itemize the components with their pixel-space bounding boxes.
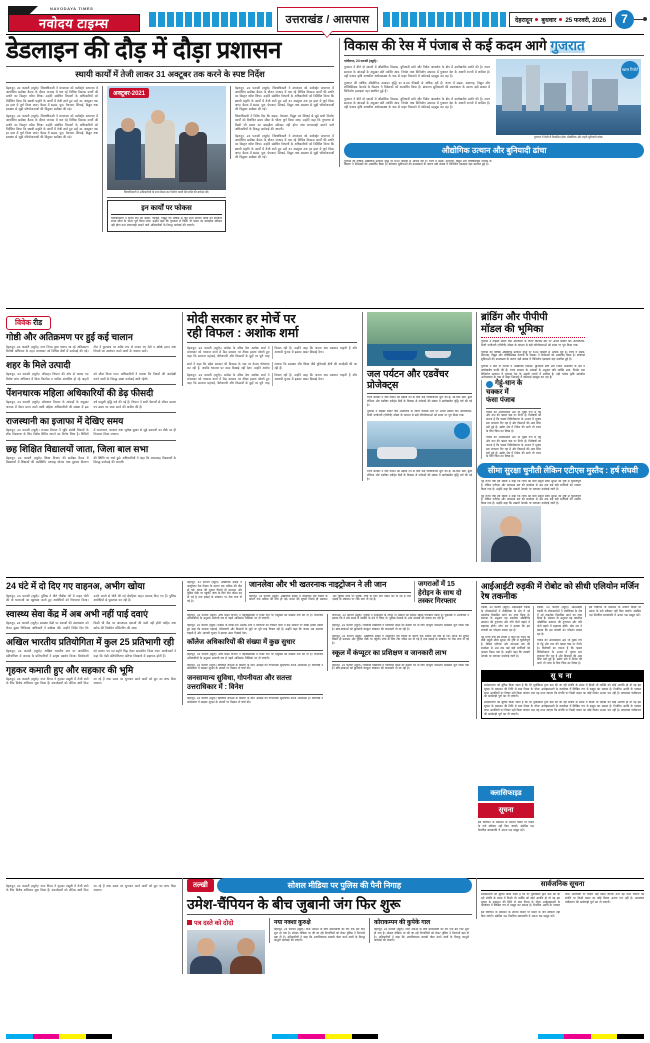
classified-note: इस विज्ञापन के प्रकाशन के उपरांत किसी भी प्रकार के दावे स्वीकार नहीं किए जाएंगे। संबंधित पक्ष निर्धारित समयावधि में अपना पक्ष प्रस्तुत करें।: [478, 821, 534, 832]
lead-body-text-5: देहरादून, 24 फरवरी (ब्यूरो)। जिलाधिकारी ने मंगलवार को कलेक्ट्रेट सभागार में आयोजित समीक्षा बैठक के दौरान जनपद में चल रहे विभिन्न विकास कार्यों की प्रगति का विस्तृत ब्यौरा लिया। उन्होंने संबंधित विभागों के अधिकारियों को निर्देशित किया कि स्थायी प्रकृति के कार्यों में तेजी लाते हुए उन्हें 31 अक्टूबर तक हर हाल में पूर्ण किया जाए। बैठक में सड़क, पुल, पेयजल, सिंचाई, विद्युत तथा स्वास्थ्य से जुड़ी परियोजनाओं की बिंदुवार समीक्षा की गई।: [235, 134, 334, 160]
center-lower-body-3: देहरादून, 24 फरवरी (ब्यूरो)। डिजिटल सेवाओं के विस्तार के साथ आंकड़ों की गोपनीयता सुनिश्चित करना आवश्यक है। विशेषज्ञों ने कार्यशाला में साइबर सुरक्षा के उपायों पर विस्तार से चर्चा की।: [187, 697, 323, 704]
bottom-left-body: देहरादून, 24 फरवरी (ब्यूरो)। नगर निगम ने गृहकर वसूली में तेजी लाने के लिए विशेष अभियान शुरू किया है। बकायेदारों को नोटिस जारी किए जा रहे हैं तथा समय पर भुगतान करने वालों को छूट का लाभ दिया जाएगा।: [6, 884, 176, 893]
center-lower-body-1b: देहरादून, 24 फरवरी (ब्यूरो)। डिजिटल सेवाओं के विस्तार के साथ आंकड़ों की गोपनीयता सुनिश्चित करना आवश्यक है। विशेषज्ञों ने कार्यशाला में साइबर सुरक्षा के उपायों पर विस्तार से चर्चा की।: [187, 663, 323, 671]
center-lead-body: देहरादून, 24 फरवरी (ब्यूरो)। कांग्रेस के वरिष्ठ नेता अशोक शर्मा ने मंगलवार को पत्रकार वार्ता में केंद्र सरकार पर तीखा हमला बोलते हुए कहा कि सरकार महंगाई, बेरोजगारी और किसानों के मुद्दों पर पूरी तरह विफल रही है। उन्होंने कहा कि जनता अब बदलाव चाहती है और आगामी चुनाव में इसका असर दिखाई देगा।: [187, 346, 357, 359]
dateline-box: [509, 12, 612, 27]
branding-block: [476, 312, 644, 562]
dateline-day: बुधवार: [541, 16, 557, 24]
left-headline-8: गृहकर कमाती हुए और सहकार की भूमि: [6, 664, 134, 675]
right-lead-body: गुजरात ने बीते दो दशकों में औद्योगिक विकास, बुनियादी ढांचे और निवेश आकर्षण के क्षेत्र में उल्लेखनीय प्रगति की है। राज्य सरकार के आंकड़ों के अनुसार प्रति व्यक्ति आय, निर्यात तथा विनिर्माण उत्पादन में गुजरात देश के अग्रणी राज्यों में शामिल है। वहीं पंजाब कृषि आधारित अर्थव्यवस्था के चक्र से बाहर निकलने में कठिनाई महसूस कर रहा है।: [344, 65, 490, 78]
center-lower-body-0: देहरादून, 24 फरवरी (ब्यूरो)। औद्योगिक इकाई में नाइट्रोजन गैस रिसाव के कारण एक श्रमिक की मौत हो गई। घटना की सूचना मिलते ही प्रशासन और पुलिस मौके पर पहुंची। जांच के लिए टीम गठित कर दी गई है तथा इकाई के संचालन पर रोक लगा दी गई है।: [249, 594, 411, 602]
color-registration-bar: [6, 1034, 644, 1039]
right-lead-body-3: गुजरात ने बीते दो दशकों में औद्योगिक विकास, बुनियादी ढांचे और निवेश आकर्षण के क्षेत्र में उल्लेखनीय प्रगति की है। राज्य सरकार के आंकड़ों के अनुसार प्रति व्यक्ति आय, निर्यात तथा विनिर्माण उत्पादन में गुजरात देश के अग्रणी राज्यों में शामिल है। वहीं पंजाब कृषि आधारित अर्थव्यवस्था के चक्र से बाहर निकलने में कठिनाई महसूस कर रहा है।: [344, 96, 490, 110]
bottom-feature-body: देहरादून, 24 फरवरी (ब्यूरो)। दोनों नेताओं के बीच बयानबाजी का दौर एक बार फिर शुरू हो गया है। सोशल मीडिया पर की जा रही टिप्पणियों को लेकर पुलिस ने निगरानी बढ़ा दी है। अधिकारियों ने कहा कि आपत्तिजनक सामग्री पोस्ट करने वालों के विरुद्ध कानूनी कार्रवाई की जाएगी।: [274, 928, 365, 943]
lower-right-body-3: रुड़की, 24 फरवरी (ब्यूरो)। आईआईटी रुड़की के शोधकर्ताओं ने रोबोटिक्स के क्षेत्र में नई तकनीक विकसित करने का दावा किया है। संस्थान के अनुसार यह तकनीक औद्योगिक उत्पादन की गुणवत्ता और गति दोनों बढ़ाने में सहायक होगी। शोध दल ने बताया कि इस प्रणाली का परीक्षण सफल रहा है।: [537, 606, 582, 636]
branding-body-2: गुजरात की वार्षिक औद्योगिक उत्पादन वृद्धि दर 8.00 फीसदी से अधिक रही है। राज्य में सड़क, बंदरगाह, विद्युत और लॉजिस्टिक्स नेटवर्क के विस्तार ने निवेशकों को आकर्षित किया है। ढांचागत सुविधाओं की उपलब्धता के कारण बड़ी संख्या में विनिर्माण इकाइयां यहां स्थापित हुई हैं।: [481, 350, 585, 362]
masthead-tail-rule: [634, 19, 644, 20]
middle-zone-bottom-rule: [6, 577, 644, 578]
publication-logo[interactable]: [6, 6, 146, 32]
left-headline-7: अखिल भारतीय प्रतियोगिता में कुल 25 प्रतिभागी रही: [6, 636, 175, 647]
lower-right-body-5: इस विज्ञापन के प्रकाशन के उपरांत किसी भी प्रकार के दावे स्वीकार नहीं किए जाएंगे। संबंधित पक्ष निर्धारित समयावधि में अपना पक्ष प्रस्तुत करें।: [589, 606, 641, 617]
lower-right-block: [476, 581, 644, 719]
kicker-red-text: विवेक: [15, 318, 32, 327]
right-band-industrial: औद्योगिक उत्थान और बुनियादी ढांचा: [344, 143, 644, 158]
logo-tagline: NAVODAYA TIMES: [50, 6, 94, 11]
stripe-bar-right: [383, 12, 506, 27]
center-lower-body-fill: देहरादून, 24 फरवरी (ब्यूरो)। उच्च शिक्षा विभाग ने महाविद्यालयों में रिक्त पदों पर नियुक्ति की प्रक्रिया तेज कर दी है। विभागीय अधिकारियों के अनुसार आगामी सत्र से पहले अधिकांश रिक्तियां भर दी जाएंगी।: [187, 613, 323, 621]
left-headline-2: पेंशनधारक महिला अधिकारियों की डेढ़ फीसदी: [6, 387, 154, 398]
branding-body: गुजरात ने वाइब्रेंट समिट जैसे आयोजनों के जरिए वैश्विक स्तर पर अपनी ब्रांडिंग की। सार्वजनिक-निजी भागीदारी (पीपीपी) मॉडल के माध्यम से बड़ी परियोजनाओं को समय पर पूरा किया गया।: [481, 340, 585, 347]
dot-separator-icon: [535, 18, 538, 21]
top-zone-bottom-rule: [6, 308, 644, 309]
notice-box-body-2: सर्वसाधारण को सूचित किया जाता है कि मेरे मुवक्किल द्वारा क्रय की जा रही संपत्ति के संबंध में किसी भी व्यक्ति को कोई आपत्ति हो तो वह इस सूचना के प्रकाशन की तिथि से सात दिवस के भीतर अधोहस्ताक्षरी के कार्यालय में लिखित रूप से प्रस्तुत कर सकता है। निर्धारित अवधि के पश्चात प्राप्त आपत्तियों पर विचार नहीं किया जाएगा तथा यह माना जाएगा कि संपत्ति पर किसी प्रकार का कोई विवाद अथवा भार नहीं है। तत्पश्चात पंजीकरण की कार्यवाही पूर्ण कर दी जाएगी।: [484, 701, 641, 716]
center-headline-line1: मोदी सरकार हर मोर्चे पर: [187, 312, 296, 326]
sidebar-body: पंजाब की अर्थव्यवस्था अब भी मुख्य रूप से गेहूं और धान की फसल चक्र पर निर्भर है। विशेषज्ञों का मानना है कि फसल विविधीकरण के अभाव में भूजल स्तर लगातार गिर रहा है और किसानों की आय स्थिर बनी हुई है। उद्योग क्षेत्र में निवेश की कमी भी राज्य के लिए चिंता का विषय है।: [486, 410, 541, 433]
left-headline-6: स्वास्थ्य सेवा केंद्र में अब अभी नहीं पाई दवाएं: [6, 608, 148, 619]
bottom-feature-photo: [187, 930, 265, 974]
lower-center-hl-l2: हेरोइन के साथ दो: [418, 589, 462, 597]
bottom-feature-sub2: कोराकम्पन की कुपेके गाल: [374, 920, 431, 926]
section-tab-label: उत्तराखंड / आसपास: [285, 13, 370, 26]
bottom-feature-body-2: देहरादून, 24 फरवरी (ब्यूरो)। दोनों नेताओं के बीच बयानबाजी का दौर एक बार फिर शुरू हो गया है। सोशल मीडिया पर की जा रही टिप्पणियों को लेकर पुलिस ने निगरानी बढ़ा दी है। अधिकारियों ने कहा कि आपत्तिजनक सामग्री पोस्ट करने वालों के विरुद्ध कानूनी कार्रवाई की जाएगी।: [374, 928, 469, 943]
right-lead-dateline: गांधीनगर, 24 फरवरी (ब्यूरो)।: [344, 59, 378, 63]
bullet-dot-icon: [486, 381, 493, 388]
notice-box: [481, 670, 644, 719]
left-headline-1: शहर के मिले उत्पादी: [6, 359, 71, 370]
center-lower-body-fill-2: देहरादून, 24 फरवरी (ब्यूरो)। कांग्रेस के वरिष्ठ नेता अशोक शर्मा ने मंगलवार को पत्रकार वार्ता में केंद्र सरकार पर तीखा हमला बोलते हुए कहा कि सरकार महंगाई, बेरोजगारी और किसानों के मुद्दों पर पूरी तरह विफल रही है। उन्होंने कहा कि जनता अब बदलाव चाहती है और आगामी चुनाव में इसका असर दिखाई देगा।: [187, 624, 323, 635]
center-lower-headline-2: स्कूल में कंप्यूटर का प्रशिक्षण व जानकारी लाभ: [332, 650, 447, 658]
lead-body-text: देहरादून, 24 फरवरी (ब्यूरो)। जिलाधिकारी ने मंगलवार को कलेक्ट्रेट सभागार में आयोजित समीक्षा बैठक के दौरान जनपद में चल रहे विभिन्न विकास कार्यों की प्रगति का विस्तृत ब्यौरा लिया। उन्होंने संबंधित विभागों के अधिकारियों को निर्देशित किया कि स्थायी प्रकृति के कार्यों में तेजी लाते हुए उन्हें 31 अक्टूबर तक हर हाल में पूर्ण किया जाए। बैठक में सड़क, पुल, पेयजल, सिंचाई, विद्युत तथा स्वास्थ्य से जुड़ी परियोजनाओं की बिंदुवार समीक्षा की गई।: [6, 86, 98, 112]
center-lower-headline-3: जनसामान्य सुविधा, गोपनीयता और सतत्ता उत्तराधिकार में : विनेश: [187, 675, 292, 691]
lead-subhead: स्थायी कार्यों में तेजी लाकर 31 अक्टूबर तक करने के स्पष्ट निर्देश: [75, 69, 265, 79]
minister-photo: [481, 506, 541, 562]
left-column-stack: [6, 312, 176, 465]
water-tourism-block: [362, 312, 472, 481]
right-lead-headline: [344, 38, 644, 53]
sidebar-body-2: पंजाब की अर्थव्यवस्था अब भी मुख्य रूप से गेहूं और धान की फसल चक्र पर निर्भर है। विशेषज्ञों का मानना है कि फसल विविधीकरण के अभाव में भूजल स्तर लगातार गिर रहा है और किसानों की आय स्थिर बनी हुई है। उद्योग क्षेत्र में निवेश की कमी भी राज्य के लिए चिंता का विषय है।: [486, 436, 541, 459]
public-notice-body: सर्वसाधारण को सूचित किया जाता है कि मेरे मुवक्किल द्वारा क्रय की जा रही संपत्ति के संबंध में किसी भी व्यक्ति को कोई आपत्ति हो तो वह इस सूचना के प्रकाशन की तिथि से सात दिवस के भीतर अधोहस्ताक्षरी के कार्यालय में लिखित रूप से प्रस्तुत कर सकता है। निर्धारित अवधि के पश्चात प्राप्त आपत्तियों पर विचार नहीं किया जाएगा तथा यह माना जाएगा कि संपत्ति पर किसी प्रकार का कोई विवाद अथवा भार नहीं है। तत्पश्चात पंजीकरण की कार्यवाही पूर्ण कर दी जाएगी।: [481, 893, 644, 908]
left-body-7: देहरादून, 24 फरवरी (ब्यूरो)। अखिल भारतीय स्तर पर आयोजित प्रतियोगिता में जनपद के प्रतिभागियों ने उत्कृष्ट प्रदर्शन किया। विजेताओं को प्रमाण पत्र एवं स्मृति चिह्न देकर सम्मानित किया गया। आयोजकों ने कहा कि ऐसी प्रतियोगिताएं प्रतिभा निखारने में सहायक होती हैं।: [6, 649, 176, 658]
left-body-4: देहरादून, 24 फरवरी (ब्यूरो)। शिक्षा विभाग की समीक्षा बैठक में विद्यालयों में शिक्षकों की उपस्थिति, मध्याह्न भोजन तथा पुस्तक वितरण की स्थिति पर चर्चा हुई। अधिकारियों ने कहा कि लापरवाह विद्यालयों के विरुद्ध कार्रवाई की जाएगी।: [6, 456, 176, 465]
center-lower-headline-0: जानलेवा और भी खतरनाक नाइट्रोजन ने ली जान: [249, 580, 387, 589]
left-headline-0: गोष्ठी और अतिक्रमण पर हुई कई चालान: [6, 332, 133, 342]
left-body-0: देहरादून, 24 फरवरी (ब्यूरो)। नगर निगम द्वारा चलाए जा रहे अतिक्रमण विरोधी अभियान के तहत मंगलवार को विभिन्न क्षेत्रों में कार्रवाई की गई। टीम ने फुटपाथ पर अवैध रूप से लगाए गए ठेले व खोखे हटाए तथा नियमों का उल्लंघन करने वालों के चालान काटे।: [6, 344, 176, 353]
sidebar-heading-l1: गेहूं-धान के: [495, 380, 523, 388]
left-body-8: देहरादून, 24 फरवरी (ब्यूरो)। नगर निगम ने गृहकर वसूली में तेजी लाने के लिए विशेष अभियान शुरू किया है। बकायेदारों को नोटिस जारी किए जा रहे हैं तथा समय पर भुगतान करने वालों को छूट का लाभ दिया जाएगा।: [6, 677, 176, 686]
square-bullet-icon: [187, 920, 192, 925]
lower-center-hl-l3: तस्कर गिरफ्तार: [418, 598, 456, 605]
bottom-feature-headline: उमेश-चैंपियन के बीच जुबानी जंग फिर शुरू: [187, 896, 401, 912]
lower-right-body-4: पंजाब की अर्थव्यवस्था अब भी मुख्य रूप से गेहूं और धान की फसल चक्र पर निर्भर है। विशेषज्ञों का मानना है कि फसल विविधीकरण के अभाव में भूजल स्तर लगातार गिर रहा है और किसानों की आय स्थिर बनी हुई है। उद्योग क्षेत्र में निवेश की कमी भी राज्य के लिए चिंता का विषय है।: [537, 639, 582, 666]
bottom-feature-bullet: पत्र दस्ते को दोदो: [194, 920, 234, 927]
lead-photo-badge: अक्टूबर-2021: [109, 88, 149, 98]
center-lower-body-1: देहरादून, 24 फरवरी (ब्यूरो)। उच्च शिक्षा विभाग ने महाविद्यालयों में रिक्त पदों पर नियुक्ति की प्रक्रिया तेज कर दी है। विभागीय अधिकारियों के अनुसार आगामी सत्र से पहले अधिकांश रिक्तियां भर दी जाएंगी।: [187, 652, 323, 660]
lead-photo: [107, 86, 226, 190]
lower-center-body: जगराओं, 24 फरवरी (ब्यूरो)। पुलिस ने नाकाबंदी के दौरान दो तस्करों को हेरोइन सहित गिरफ्तार किया है। पूछताछ में आरोपियों ने बताया कि वे लंबे समय से तस्करी के धंधे में लिप्त थे। पुलिस नेटवर्क के अन्य सदस्यों की तलाश कर रही है।: [332, 613, 469, 621]
left-headline-3: राजस्थानी का इजाफा में देखिए समय: [6, 415, 124, 426]
branding-body-3: गुजरात ने बीते दो दशकों में औद्योगिक विकास, बुनियादी ढांचे और निवेश आकर्षण के क्षेत्र में उल्लेखनीय प्रगति की है। राज्य सरकार के आंकड़ों के अनुसार प्रति व्यक्ति आय, निर्यात तथा विनिर्माण उत्पादन में गुजरात देश के अग्रणी राज्यों में शामिल है। वहीं पंजाब कृषि आधारित अर्थव्यवस्था के चक्र से बाहर निकलने में कठिनाई महसूस कर रहा है।: [481, 364, 585, 380]
bottom-feature: [182, 878, 472, 974]
left-body-6: देहरादून, 24 फरवरी (ब्यूरो)। स्वास्थ्य केंद्रों पर दवाओं की उपलब्धता को लेकर मुख्य चिकित्सा अधिकारी ने समीक्षा की। उन्होंने निर्देश दिए कि किसी भी केंद्र पर आवश्यक दवाओं की कमी नहीं होनी चाहिए तथा स्टॉक की नियमित मॉनिटरिंग की जाए।: [6, 621, 176, 630]
left-column-stack-2: [6, 581, 176, 686]
lower-right-headline: आईआईटी रुड़की में रोबोट को सीधी एलियोन मर्जिन रेष तकनीक: [481, 581, 639, 601]
public-notice-block: [476, 878, 644, 919]
top-zone: [6, 38, 644, 306]
bottom-feature-band: सोशल मीडिया पर पुलिस की पैनी निगाह: [217, 878, 472, 893]
water-tourism-photo: [367, 312, 472, 366]
left-headline-5: 24 घंटे में दो दिए गए वाहनअ, अभीग खोया: [6, 581, 145, 591]
classified-badge-red[interactable]: सूचना: [478, 803, 534, 818]
lower-right-body: रुड़की, 24 फरवरी (ब्यूरो)। आईआईटी रुड़की के शोधकर्ताओं ने रोबोटिक्स के क्षेत्र में नई तकनीक विकसित करने का दावा किया है। संस्थान के अनुसार यह तकनीक औद्योगिक उत्पादन की गुणवत्ता और गति दोनों बढ़ाने में सहायक होगी। शोध दल ने बताया कि इस प्रणाली का परीक्षण सफल रहा है।: [481, 606, 530, 632]
lead-headline: डेडलाइन की दौड़ में दौड़ा प्रशासन: [6, 37, 282, 64]
lower-center-hl-l1: जगराओं में 15: [418, 581, 455, 588]
right-lead-photo: [496, 59, 641, 135]
bottom-feature-kicker: तल्खी: [187, 879, 214, 892]
kicker-black-text: रीड: [33, 318, 43, 327]
notice-box-heading: सूचना: [482, 671, 643, 682]
lead-body-text-cont: देहरादून, 24 फरवरी (ब्यूरो)। जिलाधिकारी ने मंगलवार को कलेक्ट्रेट सभागार में आयोजित समीक्षा बैठक के दौरान जनपद में चल रहे विभिन्न विकास कार्यों की प्रगति का विस्तृत ब्यौरा लिया। उन्होंने संबंधित विभागों के अधिकारियों को निर्देशित किया कि स्थायी प्रकृति के कार्यों में तेजी लाते हुए उन्हें 31 अक्टूबर तक हर हाल में पूर्ण किया जाए। बैठक में सड़क, पुल, पेयजल, सिंचाई, विद्युत तथा स्वास्थ्य से जुड़ी परियोजनाओं की बिंदुवार समीक्षा की गई।: [6, 114, 98, 140]
center-lead-story: [182, 312, 357, 386]
right-band-industrial-body: गुजरात की वार्षिक औद्योगिक उत्पादन वृद्धि दर 8.00 फीसदी से अधिक रही है। राज्य में सड़क, बंदरगाह, विद्युत और लॉजिस्टिक्स नेटवर्क के विस्तार ने निवेशकों को आकर्षित किया है। ढांचागत सुविधाओं की उपलब्धता के कारण बड़ी संख्या में विनिर्माण इकाइयां यहां स्थापित हुई हैं।: [344, 159, 492, 167]
classified-badge-blue[interactable]: क्लासिफाइड: [478, 786, 534, 801]
center-headline-line2: रही विफल : अशोक शर्मा: [187, 326, 299, 340]
water-tourism-body-3: राज्य सरकार ने जल पर्यटन को बढ़ावा देने के लिए कई परियोजनाएं शुरू की हैं। सी-प्लेन सेवा, क्रूज टर्मिनल और एडवेंचर स्पोर्ट्स केंद्रों के विकास से पर्यटकों की संख्या में उल्लेखनीय वृद्धि दर्ज की गई है।: [367, 469, 472, 481]
lower-center-body-2: देहरादून, 24 फरवरी (ब्यूरो)। राजकीय विद्यालयों में डिजिटल शिक्षा को बढ़ावा देने के लिए कंप्यूटर प्रशिक्षण कार्यक्रम शुरू किया गया है। छात्र-छात्राओं को बुनियादी कंप्यूटर संचालन की जानकारी दी जा रही है।: [332, 624, 469, 631]
sidebar-heading-l3: फंसा पंजाब: [486, 397, 515, 405]
right-lead-photo-badge: खास रिपोर्ट: [621, 61, 639, 79]
public-notice-heading: सार्वजनिक सूचना: [481, 878, 644, 891]
logo-text: नवोदय टाइम्स: [38, 15, 110, 31]
bottom-feature-zone: [6, 878, 644, 943]
stripe-bar-left: [149, 12, 272, 27]
focus-box-body: जिलाधिकारी ने निर्देश दिए कि सड़क, पेयजल, विद्युत एवं सिंचाई से जुड़े सभी निर्माण कार्यों को निर्धारित समय सीमा के भीतर पूर्ण किया जाए। उन्होंने कहा कि गुणवत्ता से किसी भी प्रकार का समझौता स्वीकार नहीं होगा तथा लापरवाही बरतने वाले अधिकारियों के विरुद्ध कार्रवाई की जाएगी।: [111, 216, 222, 228]
dateline-city: देहरादून: [514, 16, 533, 24]
center-lower-pre: देहरादून, 24 फरवरी (ब्यूरो)। औद्योगिक इकाई में नाइट्रोजन गैस रिसाव के कारण एक श्रमिक की मौत हो गई। घटना की सूचना मिलते ही प्रशासन और पुलिस मौके पर पहुंची। जांच के लिए टीम गठित कर दी गई है तथा इकाई के संचालन पर रोक लगा दी गई है।: [187, 581, 242, 603]
right-lead-body-2: गुजरात की वार्षिक औद्योगिक उत्पादन वृद्धि दर 8.00 फीसदी से अधिक रही है। राज्य में सड़क, बंदरगाह, विद्युत और लॉजिस्टिक्स नेटवर्क के विस्तार ने निवेशकों को आकर्षित किया है। ढांचागत सुविधाओं की उपलब्धता के कारण बड़ी संख्या में विनिर्माण इकाइयां यहां स्थापित हुई हैं।: [344, 81, 490, 94]
branding-heading-l1: ब्रांडिंग और पीपीपी: [481, 312, 548, 323]
border-security-body-2: गृह राज्य मंत्री हर्ष संघवी ने कहा कि राज्य की लंबी समुद्री सीमा सुरक्षा की दृष्टि से चुनौतीपूर्ण है, लेकिन एटीएस और तटरक्षक बल की सतर्कता से अब तक कई बड़ी साजिशों को नाकाम किया गया है। उन्होंने कहा कि तस्करी नेटवर्क पर लगातार कार्रवाई जारी है।: [481, 494, 581, 506]
lower-zone: [6, 581, 644, 876]
dot-separator-icon: [559, 18, 562, 21]
bottom-left-filler: [6, 884, 176, 892]
water-tourism-body-2: गुजरात ने वाइब्रेंट समिट जैसे आयोजनों के जरिए वैश्विक स्तर पर अपनी ब्रांडिंग की। सार्वजनिक-निजी भागीदारी (पीपीपी) मॉडल के माध्यम से बड़ी परियोजनाओं को समय पर पूरा किया गया।: [367, 410, 472, 418]
water-tourism-heading: जल पर्यटन और एडवेंचर प्रोजेक्ट्स: [367, 369, 449, 391]
lower-right-body-2: गृह राज्य मंत्री हर्ष संघवी ने कहा कि राज्य की लंबी समुद्री सीमा सुरक्षा की दृष्टि से चुनौतीपूर्ण है, लेकिन एटीएस और तटरक्षक बल की सतर्कता से अब तक कई बड़ी साजिशों को नाकाम किया गया है। उन्होंने कहा कि तस्करी नेटवर्क पर लगातार कार्रवाई जारी है।: [481, 635, 530, 658]
lead-body-text-3: देहरादून, 24 फरवरी (ब्यूरो)। जिलाधिकारी ने मंगलवार को कलेक्ट्रेट सभागार में आयोजित समीक्षा बैठक के दौरान जनपद में चल रहे विभिन्न विकास कार्यों की प्रगति का विस्तृत ब्यौरा लिया। उन्होंने संबंधित विभागों के अधिकारियों को निर्देशित किया कि स्थायी प्रकृति के कार्यों में तेजी लाते हुए उन्हें 31 अक्टूबर तक हर हाल में पूर्ण किया जाए। बैठक में सड़क, पुल, पेयजल, सिंचाई, विद्युत तथा स्वास्थ्य से जुड़ी परियोजनाओं की बिंदुवार समीक्षा की गई।: [235, 86, 334, 112]
public-notice-body-2: इस विज्ञापन के प्रकाशन के उपरांत किसी भी प्रकार के दावे स्वीकार नहीं किए जाएंगे। संबंधित पक्ष निर्धारित समयावधि में अपना पक्ष प्रस्तुत करें।: [481, 911, 560, 918]
middle-zone: [6, 312, 644, 574]
center-lower-headline-1: कॉलेज अधिकारियों की संख्या में कुछ सुधार: [187, 639, 296, 647]
left-body-2: देहरादून, 24 फरवरी (ब्यूरो)। कोषागार विभाग के आंकड़ों के अनुसार जनपद में पेंशन प्राप्त करने वाली महिला अधिकारियों की संख्या में इस वर्ष मामूली वृद्धि दर्ज की गई है। विभाग ने सभी पेंशनरों से जीवन प्रमाण पत्र समय पर जमा करने की अपील की है।: [6, 400, 176, 409]
left-body-1: देहरादून, 24 फरवरी (ब्यूरो)। परिवहन विभाग की ओर से चलाए गए विशेष जांच अभियान में बिना फिटनेस व परमिट संचालित हो रहे वाहनों को सीज किया गया। अधिकारियों ने बताया कि नियमों की अनदेखी करने वालों के विरुद्ध सख्त कार्रवाई जारी रहेगी।: [6, 372, 176, 381]
water-tourism-body: राज्य सरकार ने जल पर्यटन को बढ़ावा देने के लिए कई परियोजनाएं शुरू की हैं। सी-प्लेन सेवा, क्रूज टर्मिनल और एडवेंचर स्पोर्ट्स केंद्रों के विकास से पर्यटकों की संख्या में उल्लेखनीय वृद्धि दर्ज की गई है।: [367, 396, 472, 407]
vivek-read-kicker[interactable]: [6, 316, 51, 330]
branding-heading-l2: मॉडल की भूमिका: [481, 323, 544, 335]
lead-story-left: [6, 38, 334, 232]
section-tab[interactable]: [277, 7, 379, 32]
right-lead-headline-accent: गुजरात: [550, 38, 585, 53]
water-tourism-photo-2: [367, 421, 472, 467]
logo-box: [8, 14, 140, 32]
left-body-3: देहरादून, 24 फरवरी (ब्यूरो)। राजस्व विभाग ने भूमि संबंधी विवादों के शीघ्र निस्तारण के लिए विशेष शिविर लगाने का निर्णय लिया है। शिविरों में नामांतरण, बंटवारा तथा भूलेख सुधार से जुड़े प्रकरणों का मौके पर ही निपटारा किया जाएगा।: [6, 428, 176, 437]
focus-box-title: इन कार्यों पर फोकस: [111, 204, 222, 215]
lower-center-body-3: देहरादून, 24 फरवरी (ब्यूरो)। औद्योगिक इकाई में नाइट्रोजन गैस रिसाव के कारण एक श्रमिक की मौत हो गई। घटना की सूचना मिलते ही प्रशासन और पुलिस मौके पर पहुंची। जांच के लिए टीम गठित कर दी गई है तथा इकाई के संचालन पर रोक लगा दी गई है।: [332, 634, 469, 646]
border-security-body: गृह राज्य मंत्री हर्ष संघवी ने कहा कि राज्य की लंबी समुद्री सीमा सुरक्षा की दृष्टि से चुनौतीपूर्ण है, लेकिन एटीएस और तटरक्षक बल की सतर्कता से अब तक कई बड़ी साजिशों को नाकाम किया गया है। उन्होंने कहा कि तस्करी नेटवर्क पर लगातार कार्रवाई जारी है।: [481, 480, 581, 491]
border-security-band: सीमा सुरक्षा चुनौती लेकिन एटीएस मुस्तैद : हर्ष संघवी: [477, 463, 649, 478]
left-headline-4: छह शिक्षित विद्यालयों जाता, जिला बाल सभा: [6, 443, 149, 454]
center-lead-body-3: देहरादून, 24 फरवरी (ब्यूरो)। कांग्रेस के वरिष्ठ नेता अशोक शर्मा ने मंगलवार को पत्रकार वार्ता में केंद्र सरकार पर तीखा हमला बोलते हुए कहा कि सरकार महंगाई, बेरोजगारी और किसानों के मुद्दों पर पूरी तरह विफल रही है। उन्होंने कहा कि जनता अब बदलाव चाहती है और आगामी चुनाव में इसका असर दिखाई देगा।: [187, 373, 357, 386]
bottom-feature-sub1: नया नक्शा कुरुक्षे: [274, 920, 311, 926]
dateline-date: 25 फरवरी, 2026: [565, 16, 607, 24]
lead-body-text-4: जिलाधिकारी ने निर्देश दिए कि सड़क, पेयजल, विद्युत एवं सिंचाई से जुड़े सभी निर्माण कार्यों को निर्धारित समय सीमा के भीतर पूर्ण किया जाए। उन्होंने कहा कि गुणवत्ता से किसी भी प्रकार का समझौता स्वीकार नहीं होगा तथा लापरवाही बरतने वाले अधिकारियों के विरुद्ध कार्रवाई की जाएगी।: [235, 114, 334, 131]
sidebar-heading-l2: चक्कर में: [486, 388, 509, 396]
classified-badges: [478, 786, 534, 832]
center-lower-block: [182, 581, 472, 705]
lead-story-right: [339, 38, 644, 167]
notice-box-body: सर्वसाधारण को सूचित किया जाता है कि मेरे मुवक्किल द्वारा क्रय की जा रही संपत्ति के संबंध में किसी भी व्यक्ति को कोई आपत्ति हो तो वह इस सूचना के प्रकाशन की तिथि से सात दिवस के भीतर अधोहस्ताक्षरी के कार्यालय में लिखित रूप से प्रस्तुत कर सकता है। निर्धारित अवधि के पश्चात प्राप्त आपत्तियों पर विचार नहीं किया जाएगा तथा यह माना जाएगा कि संपत्ति पर किसी प्रकार का कोई विवाद अथवा भार नहीं है। तत्पश्चात पंजीकरण की कार्यवाही पूर्ण कर दी जाएगी।: [484, 682, 641, 699]
center-lead-body-2: शर्मा ने कहा कि प्रदेश सरकार भी विकास के नाम पर केवल घोषणाएं कर रही है, जबकि धरातल पर काम दिखाई नहीं देता। उन्होंने आरोप लगाया कि स्वास्थ्य और शिक्षा जैसे बुनियादी क्षेत्रों की अनदेखी की जा रही है।: [187, 361, 357, 370]
center-lower-body-2x: देहरादून, 24 फरवरी (ब्यूरो)। राजकीय विद्यालयों में डिजिटल शिक्षा को बढ़ावा देने के लिए कंप्यूटर प्रशिक्षण कार्यक्रम शुरू किया गया है। छात्र-छात्राओं को बुनियादी कंप्यूटर संचालन की जानकारी दी जा रही है।: [332, 663, 469, 671]
lead-photo-caption: जिलाधिकारी ने अधिकारियों के साथ बैठक कर निर्माण कार्यों की प्रगति की समीक्षा की।: [123, 190, 210, 194]
right-lead-photo-caption: गुजरात में तेजी से विकसित होता औद्योगिक और शहरी बुनियादी ढांचा।: [533, 135, 604, 139]
page-number-badge: 7: [615, 10, 634, 29]
masthead: [6, 0, 644, 32]
left-body-5: देहरादून, 24 फरवरी (ब्यूरो)। पुलिस ने बीते चौबीस घंटे में वाहन चोरी की दो घटनाओं का खुलासा करते हुए आरोपियों को गिरफ्तार किया। उनके कब्जे से चोरी की गई दोपहिया वाहन बरामद किए गए हैं। पुलिस आरोपियों से पूछताछ कर रही है।: [6, 593, 176, 602]
right-lead-headline-main: विकास की रेस में पंजाब से कई कदम आगे: [344, 38, 547, 53]
